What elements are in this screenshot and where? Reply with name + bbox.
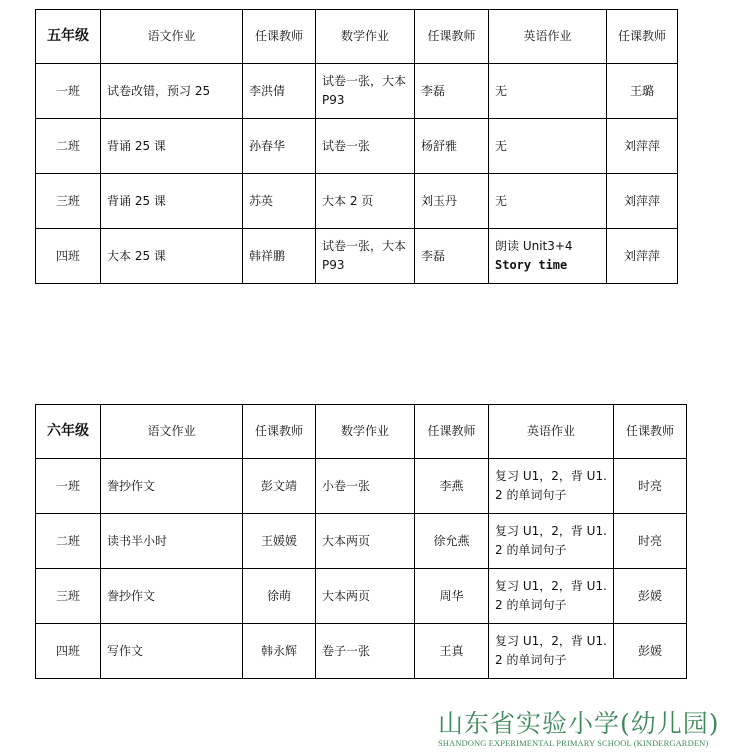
math-teacher: 杨舒雅 bbox=[415, 119, 489, 174]
english-teacher: 时亮 bbox=[614, 459, 687, 514]
class-name: 三班 bbox=[36, 569, 101, 624]
class-name: 四班 bbox=[36, 229, 101, 284]
class-name: 三班 bbox=[36, 174, 101, 229]
table-row bbox=[36, 459, 687, 514]
table-row bbox=[36, 569, 687, 624]
english-homework: 复习 U1，2，背 U1.2 的单词句子 bbox=[489, 624, 614, 679]
english-homework bbox=[489, 174, 607, 229]
english-teacher: 彭媛 bbox=[614, 569, 687, 624]
chinese-teacher: 苏英 bbox=[243, 174, 316, 229]
class-name: 四班 bbox=[36, 624, 101, 679]
chinese-teacher: 韩永辉 bbox=[243, 624, 316, 679]
english-homework: 复习 U1，2，背 U1.2 的单词句子 bbox=[489, 569, 614, 624]
chinese-teacher: 彭文靖 bbox=[243, 459, 316, 514]
header-teacher: 任课教师 bbox=[243, 405, 316, 459]
chinese-homework: 大本 25 课 bbox=[101, 229, 243, 284]
chinese-homework: 背诵 25 课 bbox=[101, 174, 243, 229]
header-teacher: 任课教师 bbox=[243, 10, 316, 64]
table-header-row bbox=[36, 405, 687, 459]
math-teacher: 李燕 bbox=[415, 459, 489, 514]
chinese-homework: 读书半小时 bbox=[101, 514, 243, 569]
table-row bbox=[36, 624, 687, 679]
chinese-teacher: 李洪倩 bbox=[243, 64, 316, 119]
math-teacher: 李磊 bbox=[415, 64, 489, 119]
header-math: 数学作业 bbox=[316, 405, 415, 459]
header-teacher: 任课教师 bbox=[415, 405, 489, 459]
math-homework: 大本 2 页 bbox=[316, 174, 415, 229]
table-row bbox=[36, 119, 678, 174]
chinese-teacher: 韩祥鹏 bbox=[243, 229, 316, 284]
table-row bbox=[36, 229, 678, 284]
chinese-homework: 誊抄作文 bbox=[101, 459, 243, 514]
header-teacher: 任课教师 bbox=[614, 405, 687, 459]
math-homework: 试卷一张，大本 P93 bbox=[316, 64, 415, 119]
chinese-teacher: 王媛媛 bbox=[243, 514, 316, 569]
english-homework bbox=[489, 119, 607, 174]
math-homework: 试卷一张，大本 P93 bbox=[316, 229, 415, 284]
english-teacher: 王璐 bbox=[607, 64, 678, 119]
chinese-homework: 背诵 25 课 bbox=[101, 119, 243, 174]
english-teacher: 刘萍萍 bbox=[607, 174, 678, 229]
header-math: 数学作业 bbox=[316, 10, 415, 64]
header-teacher: 任课教师 bbox=[415, 10, 489, 64]
english-teacher: 彭媛 bbox=[614, 624, 687, 679]
grade6-homework-table bbox=[35, 404, 687, 679]
chinese-homework: 试卷改错，预习 25 bbox=[101, 64, 243, 119]
chinese-teacher: 徐萌 bbox=[243, 569, 316, 624]
math-teacher: 周华 bbox=[415, 569, 489, 624]
header-chinese: 语文作业 bbox=[101, 405, 243, 459]
math-homework: 小卷一张 bbox=[316, 459, 415, 514]
math-homework: 卷子一张 bbox=[316, 624, 415, 679]
english-homework-text: 无 bbox=[495, 193, 508, 208]
math-teacher: 刘玉丹 bbox=[415, 174, 489, 229]
math-homework: 大本两页 bbox=[316, 514, 415, 569]
header-teacher: 任课教师 bbox=[607, 10, 678, 64]
school-logo-english: SHANDONG EXPERIMENTAL PRIMARY SCHOOL (KINDERGARDEN) bbox=[438, 738, 709, 748]
header-english: 英语作业 bbox=[489, 405, 614, 459]
grade-label: 六年级 bbox=[36, 405, 101, 459]
header-chinese: 语文作业 bbox=[101, 10, 243, 64]
table-header-row bbox=[36, 10, 678, 64]
english-homework-text: 朗读 Unit3+4 bbox=[495, 239, 573, 253]
table-row bbox=[36, 64, 678, 119]
english-homework bbox=[489, 64, 607, 119]
header-english: 英语作业 bbox=[489, 10, 607, 64]
english-teacher: 时亮 bbox=[614, 514, 687, 569]
chinese-teacher: 孙春华 bbox=[243, 119, 316, 174]
school-logo-chinese: 山东省实验小学(幼儿园) bbox=[438, 709, 720, 738]
english-homework bbox=[489, 229, 607, 284]
english-homework: 复习 U1，2，背 U1.2 的单词句子 bbox=[489, 514, 614, 569]
math-homework: 试卷一张 bbox=[316, 119, 415, 174]
english-homework-text-bold: Story time bbox=[495, 258, 568, 272]
chinese-homework: 写作文 bbox=[101, 624, 243, 679]
math-teacher: 王真 bbox=[415, 624, 489, 679]
grade5-homework-table bbox=[35, 9, 678, 284]
english-homework-text: 无 bbox=[495, 83, 508, 98]
class-name: 二班 bbox=[36, 514, 101, 569]
class-name: 一班 bbox=[36, 64, 101, 119]
english-teacher: 刘萍萍 bbox=[607, 229, 678, 284]
english-homework: 复习 U1，2，背 U1.2 的单词句子 bbox=[489, 459, 614, 514]
chinese-homework: 誊抄作文 bbox=[101, 569, 243, 624]
table-row bbox=[36, 174, 678, 229]
table-row bbox=[36, 514, 687, 569]
english-teacher: 刘萍萍 bbox=[607, 119, 678, 174]
math-teacher: 李磊 bbox=[415, 229, 489, 284]
math-teacher: 徐允燕 bbox=[415, 514, 489, 569]
school-logo bbox=[438, 704, 733, 754]
class-name: 一班 bbox=[36, 459, 101, 514]
grade-label: 五年级 bbox=[36, 10, 101, 64]
class-name: 二班 bbox=[36, 119, 101, 174]
math-homework: 大本两页 bbox=[316, 569, 415, 624]
english-homework-text: 无 bbox=[495, 138, 508, 153]
